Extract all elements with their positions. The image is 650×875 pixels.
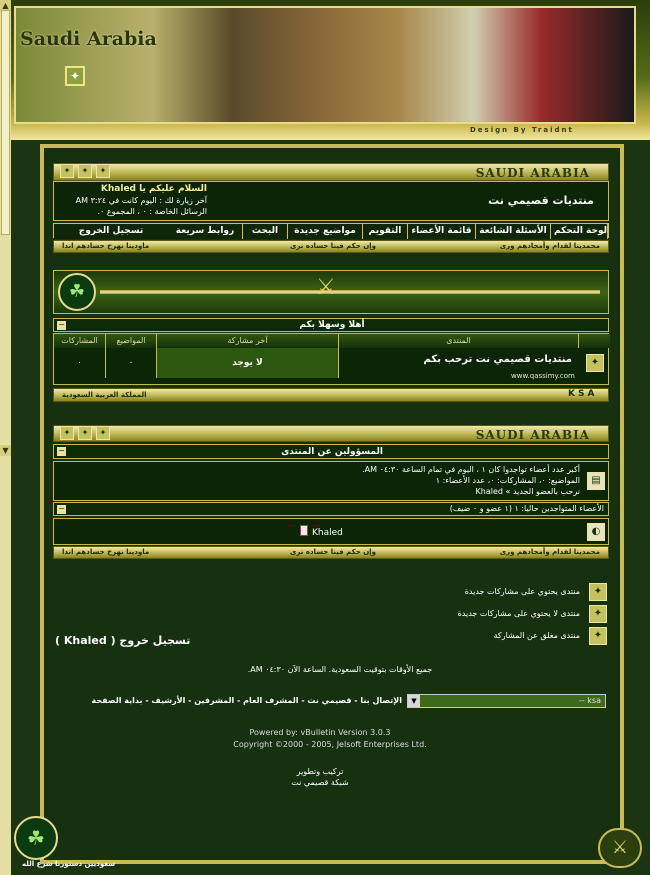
forum-section-header: [53, 318, 609, 332]
welcome-panel-header: [53, 163, 609, 181]
nav-members[interactable]: قائمة الأعضاء: [408, 224, 476, 239]
style-select[interactable]: [407, 694, 606, 708]
posts-value: ٠: [54, 348, 106, 378]
logout-link[interactable]: تسجيل خروج ( Khaled ): [55, 634, 191, 647]
ticker-text: محمدينا لقدام وأمجادهم ورى: [499, 548, 600, 556]
collapse-icon[interactable]: −: [58, 504, 65, 513]
ticker-text: ماودينا نهرح حسادهم اندا: [62, 242, 150, 250]
stats-icon: ▤: [587, 472, 605, 490]
copyright: Copyright ©2000 - 2005, Jelsoft Enterprises Ltd.: [233, 740, 427, 749]
legend-no-new: منتدى لا يحتوي على مشاركات جديدة: [457, 609, 580, 618]
site-logo-icon: ☘: [58, 273, 96, 311]
stats-title: المسؤولين عن المنتدى: [281, 447, 383, 457]
flag-icon: ✦: [78, 164, 92, 178]
greeting: السلام عليكم يا Khaled: [100, 184, 207, 194]
stats-panel-header: [53, 425, 609, 442]
threads-value: ٠: [106, 348, 157, 378]
flag-icon: ✦: [60, 426, 74, 440]
nav-logout[interactable]: تسجيل الخروج: [54, 224, 168, 239]
nav-search[interactable]: البحث: [243, 224, 288, 239]
nav-quick-links[interactable]: روابط سريعة: [168, 224, 243, 239]
nav-new-posts[interactable]: مواضيع جديدة: [288, 224, 363, 239]
logo-bar: [53, 270, 609, 314]
palm-emblem-icon: ✦: [65, 66, 85, 86]
bottom-emblem-icon: ⚔: [598, 828, 642, 868]
online-box: [53, 518, 609, 545]
col-posts: المشاركات: [54, 334, 106, 348]
design-credit: Design By Traidnt: [470, 126, 574, 134]
footer-country: المملكة العربية السعودية: [62, 391, 147, 399]
last-visit: آخر زيارة لك : اليوم كانت في ٣:٢٤ AM: [75, 196, 207, 205]
stats-line-2: المواضيع: ٠، المشاركات: ٠، عدد الأعضاء: ١: [435, 476, 580, 485]
ticker-text: وإن حكم فينا حساده نرى: [290, 548, 376, 556]
install-network: شبكة قصيمي نت: [291, 778, 349, 787]
forum-link[interactable]: منتديات قصيمي نت ترحب بكم: [423, 354, 572, 365]
bottom-slogan: سعوديين دستورنا شرع الله: [22, 860, 116, 868]
forum-name: منتديات قصيمي نت: [488, 194, 594, 207]
col-last-post: آخر مشاركة: [157, 334, 339, 348]
forum-url[interactable]: www.qassimy.com: [511, 372, 575, 380]
ticker-bar: [53, 240, 609, 253]
bottom-logo-icon: ☘: [14, 816, 58, 860]
stats-line-1: أكبر عدد أعضاء تواجدوا كان ١ ، اليوم في تمام الساعة ٠٤:٣٠ AM.: [362, 465, 580, 474]
collapse-icon[interactable]: −: [58, 320, 65, 329]
section-title: أهلا وسهلا بكم: [299, 320, 365, 330]
header-tag: SAUDI ARABIA: [475, 428, 590, 442]
col-icon: [579, 334, 610, 348]
powered-by: Powered by: vBulletin Version 3.0.3: [249, 728, 391, 737]
palm-swords-emblem-icon: ⚔: [316, 275, 336, 300]
col-threads: المواضيع: [106, 334, 157, 348]
closed-forum-icon: ✦: [589, 627, 607, 645]
banner-image: [14, 6, 636, 124]
flag-icon: ✦: [96, 164, 110, 178]
ticker-text: وإن حكم فينا حساده نرى: [290, 242, 376, 250]
flag-icon: ✦: [78, 426, 92, 440]
stats-box: [53, 461, 609, 501]
dropdown-arrow-icon[interactable]: ▼: [408, 695, 420, 707]
legend-new: منتدى يحتوي على مشاركات جديدة: [464, 587, 580, 596]
flag-icon: ✦: [60, 164, 74, 178]
nav-control-panel[interactable]: لوحة التحكم: [551, 224, 608, 239]
stats-title-bar: [53, 444, 609, 459]
timezone-note: جميع الأوقات بتوقيت السعودية. الساعة الآن ٠٤:٣٠ AM.: [247, 665, 433, 674]
stats-line-3: نرحب بالعضو الجديد » Khaled: [475, 487, 580, 496]
online-title-bar: [53, 502, 609, 516]
online-users-icon: ◐: [587, 523, 605, 541]
online-title: الأعضاء المتواجدين حاليا: ١ (١ عضو و ٠ ضيف): [449, 504, 604, 513]
collapse-icon[interactable]: −: [58, 446, 65, 455]
style-select-value: -- ksa: [578, 696, 601, 705]
online-user-link[interactable]: Khaled: [312, 528, 343, 538]
legend-closed: منتدى مغلق عن المشاركة: [493, 631, 580, 640]
scroll-thumb[interactable]: [1, 10, 10, 235]
flag-icon: ✦: [96, 426, 110, 440]
new-posts-icon: ✦: [589, 583, 607, 601]
ticker-text: ماودينا نهرح حسادهم اندا: [62, 548, 150, 556]
install-credit: تركيب وتطوير: [296, 767, 344, 776]
welcome-panel: [53, 181, 609, 221]
user-status-icon: [300, 525, 308, 536]
footer-links[interactable]: الإتصال بنا - قصيمي نت - المشرف العام - المشرفين - الأرشيف - بداية الصفحة: [91, 696, 402, 705]
no-new-posts-icon: ✦: [589, 605, 607, 623]
site-title: Saudi Arabia: [20, 28, 157, 50]
nav-faq[interactable]: الأسئلة الشائعة: [476, 224, 551, 239]
forum-status-icon: ✦: [586, 354, 604, 372]
divider: [100, 290, 600, 294]
scroll-up-arrow-icon[interactable]: ▲: [0, 0, 11, 11]
ticker-bar: [53, 546, 609, 559]
col-forum: المنتدى: [339, 334, 579, 348]
scroll-down-arrow-icon[interactable]: ▼: [0, 445, 11, 456]
ksa-letters: KSA: [568, 389, 598, 399]
last-post-value: لا يوجد: [157, 348, 339, 378]
header-tag: SAUDI ARABIA: [475, 166, 590, 180]
forum-table-footer: [53, 388, 609, 402]
nav-calendar[interactable]: التقويم: [363, 224, 408, 239]
nav-bar: [53, 223, 609, 238]
scrollbar[interactable]: [0, 0, 11, 875]
private-messages[interactable]: الرسائل الخاصة : ٠ ، المجموع ٠.: [97, 207, 207, 216]
forum-table: [53, 333, 609, 385]
ticker-text: محمدينا لقدام وأمجادهم ورى: [499, 242, 600, 250]
